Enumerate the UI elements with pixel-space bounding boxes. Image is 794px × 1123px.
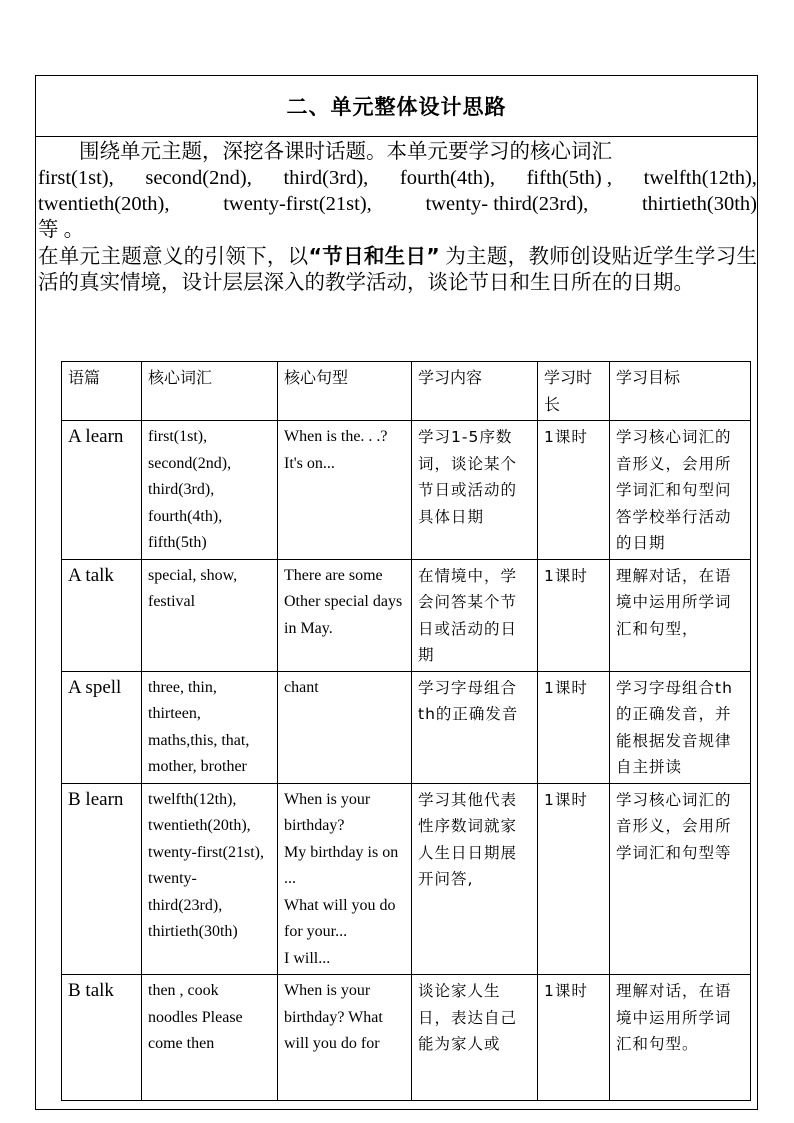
row-duration: 1课时 (538, 559, 610, 671)
sentence-item: When is the. . .? (284, 428, 388, 445)
sentence-item: When is your birthday? (284, 790, 371, 834)
vocab-item: third(3rd), (148, 481, 215, 498)
row-vocab: then , cook noodles Please come then (142, 975, 278, 1101)
vocab-word: first(1st), (38, 167, 114, 189)
para2-text-before: 在单元主题意义的引领下，以 (38, 246, 309, 268)
intro-line-4: 等 。 (38, 219, 85, 241)
vocab-word: fourth(4th), (399, 167, 495, 189)
sentence-item: It's on... (284, 454, 335, 472)
vocab-word: twentieth(20th), (38, 193, 170, 215)
row-content: 在情境中，学会问答某个节日或活动的日期 (412, 559, 538, 671)
intro-vocab-line-3 (38, 191, 757, 217)
theme-highlight: “节日和生日” (308, 244, 440, 268)
row-content: 学习其他代表性序数词就家人生日日期展开问答, (412, 783, 538, 975)
vocab-word: third(3rd), (283, 167, 369, 189)
intro-paragraph-2 (38, 243, 757, 296)
header-vocab: 核心词汇 (142, 362, 278, 421)
row-content: 学习字母组合th的正确发音 (412, 671, 538, 783)
row-content: 学习1-5序数词，谈论某个节日或活动的具体日期 (412, 421, 538, 560)
row-section: A spell (62, 671, 142, 783)
row-section: B talk (62, 975, 142, 1101)
row-sentences: When is your birthday? What will you do for (278, 975, 412, 1101)
section-title: 二、单元整体设计思路 (286, 95, 507, 119)
vocab-item: fourth(4th), (148, 507, 223, 525)
vocab-word: twenty- third(23rd), (425, 193, 589, 215)
row-sentences: chant (278, 671, 412, 783)
vocab-item: thirtieth(30th) (148, 923, 238, 940)
row-goal: 学习核心词汇的音形义，会用所学词汇和句型等 (610, 783, 751, 975)
table-row (62, 783, 751, 975)
row-goal: 学习字母组合th的正确发音，并能根据发音规律自主拼读 (610, 671, 751, 783)
sentence-item: My birthday is on ... (284, 843, 399, 887)
vocab-item: second(2nd), (148, 454, 232, 472)
table-row (62, 559, 751, 671)
row-duration: 1课时 (538, 671, 610, 783)
table-row (62, 975, 751, 1101)
row-goal: 学习核心词汇的音形义，会用所学词汇和句型问答学校举行活动的日期 (610, 421, 751, 560)
row-sentences (278, 421, 412, 560)
para2-text-after: 为主题，教师创设贴近学生学习生活的真实情境，设计层层深入的教学活动，谈论节日和生日所在的日期。 (38, 246, 758, 294)
row-sentences (278, 783, 412, 975)
header-goal: 学习目标 (610, 362, 751, 421)
row-content: 谈论家人生日，表达自己能为家人或 (412, 975, 538, 1101)
row-duration: 1课时 (538, 783, 610, 975)
vocab-word: twenty-first(21st), (223, 193, 372, 215)
vocab-item: twelfth(12th), (148, 790, 237, 808)
row-section: B learn (62, 783, 142, 975)
row-duration: 1课时 (538, 975, 610, 1101)
section-title-row (36, 76, 757, 137)
row-goal: 理解对话，在语境中运用所学词汇和句型。 (610, 975, 751, 1101)
intro-line-1: 围绕单元主题，深挖各课时话题。本单元要学习的核心词汇 (79, 141, 612, 163)
row-duration: 1课时 (538, 421, 610, 560)
table-row (62, 421, 751, 560)
vocab-item: first(1st), (148, 428, 208, 445)
intro-paragraph (38, 139, 757, 296)
sentence-item: What will you do for your... (284, 896, 396, 940)
vocab-word: twelfth(12th), (643, 167, 757, 189)
vocab-word: fifth(5th) , (526, 167, 613, 189)
header-content: 学习内容 (412, 362, 538, 421)
header-sentences: 核心句型 (278, 362, 412, 421)
vocab-word: thirtieth(30th) (641, 193, 757, 215)
row-section: A talk (62, 559, 142, 671)
intro-vocab-line-2 (38, 165, 757, 191)
row-vocab: special, show, festival (142, 559, 278, 671)
table-header-row (62, 362, 751, 421)
header-duration: 学习时长 (538, 362, 610, 421)
header-section: 语篇 (62, 362, 142, 421)
row-sentences: There are some Other special days in May. (278, 559, 412, 671)
row-vocab (142, 783, 278, 975)
table-row (62, 671, 751, 783)
row-goal: 理解对话，在语境中运用所学词汇和句型， (610, 559, 751, 671)
vocab-item: fifth(5th) (148, 534, 207, 551)
lesson-plan-table (61, 361, 751, 1101)
row-vocab: three, thin, thirteen, maths,this, that, mother, brother (142, 671, 278, 783)
vocab-item: twenty-first(21st), twenty-third(23rd), (148, 843, 264, 914)
sentence-item: I will... (284, 949, 331, 967)
row-section: A learn (62, 421, 142, 560)
vocab-word: second(2nd), (145, 167, 252, 189)
vocab-item: twentieth(20th), (148, 817, 251, 834)
row-vocab (142, 421, 278, 560)
